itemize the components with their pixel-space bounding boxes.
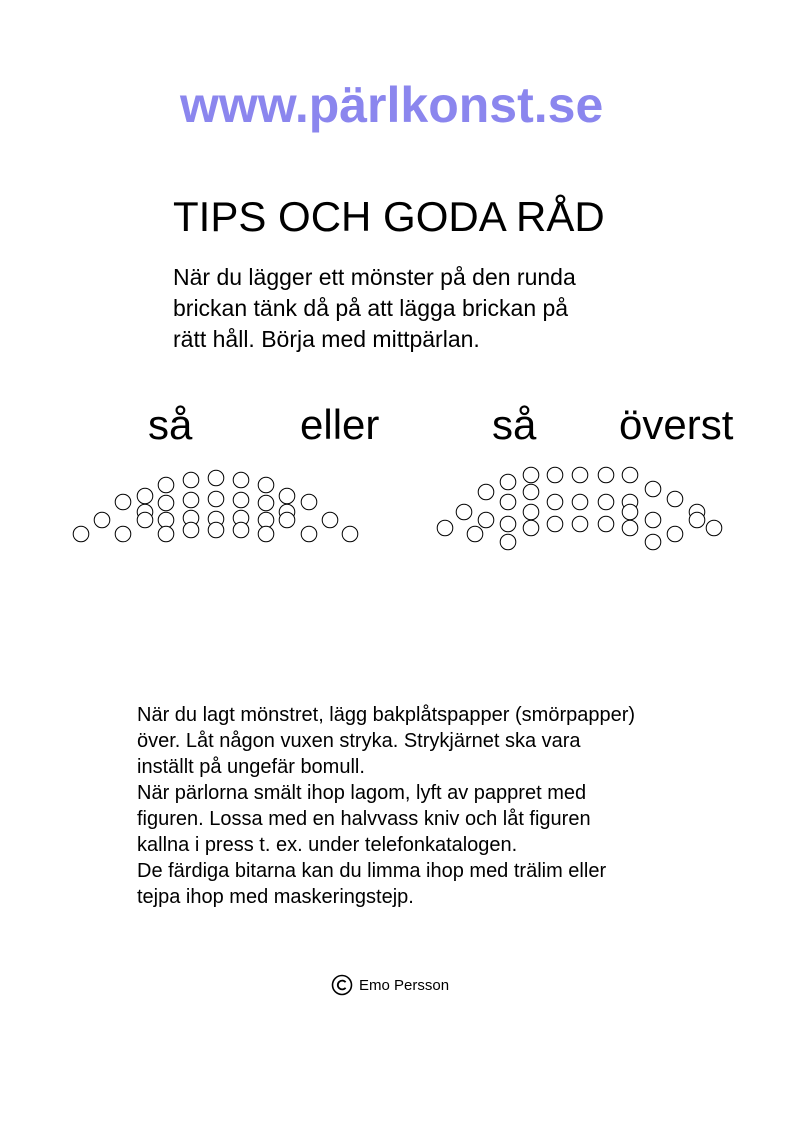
bead-circle-icon [322, 512, 338, 528]
bead-circle-icon [258, 526, 274, 542]
bead-circle-icon [622, 467, 638, 483]
bead-circle-icon [301, 494, 317, 510]
bead-circle-icon [456, 504, 472, 520]
bead-circle-icon [547, 516, 563, 532]
bead-circle-icon [500, 534, 516, 550]
copyright [331, 974, 449, 996]
copyright-icon [331, 974, 353, 996]
intro-line: rätt håll. Börja med mittpärlan. [173, 326, 480, 352]
bead-circle-icon [301, 526, 317, 542]
bead-circle-icon [572, 494, 588, 510]
instruction-line: kallna i press t. ex. under telefonkatalogen. [137, 834, 518, 856]
bead-circle-icon [706, 520, 722, 536]
bead-circle-icon [258, 477, 274, 493]
bead-circle-icon [183, 472, 199, 488]
bead-circle-icon [467, 526, 483, 542]
bead-circle-icon [279, 488, 295, 504]
label-sa-first: så [148, 401, 193, 448]
bead-circle-icon [158, 477, 174, 493]
instruction-line: När pärlorna smält ihop lagom, lyft av pappret med [137, 782, 587, 804]
bead-tray-flat-top [430, 462, 730, 552]
site-url: www.pärlkonst.se [180, 77, 604, 133]
instruction-line: figuren. Lossa med en halvvass kniv och låt figuren [137, 808, 591, 830]
bead-circle-icon [208, 491, 224, 507]
bead-circle-icon [158, 495, 174, 511]
bead-circle-icon [478, 484, 494, 500]
bead-circle-icon [523, 504, 539, 520]
bead-circle-icon [137, 512, 153, 528]
bead-circle-icon [73, 526, 89, 542]
instruction-line: tejpa ihop med maskeringstejp. [137, 886, 414, 908]
bead-circle-icon [158, 526, 174, 542]
bead-circle-icon [342, 526, 358, 542]
bead-circle-icon [137, 488, 153, 504]
instruction-line: inställt på ungefär bomull. [137, 756, 365, 778]
instructions-paragraph [137, 702, 757, 910]
bead-circle-icon [667, 526, 683, 542]
bead-circle-icon [598, 516, 614, 532]
bead-circle-icon [115, 526, 131, 542]
bead-circle-icon [523, 484, 539, 500]
bead-circle-icon [547, 467, 563, 483]
bead-circle-icon [547, 494, 563, 510]
bead-circle-icon [572, 467, 588, 483]
bead-circle-icon [115, 494, 131, 510]
label-sa-second: så [492, 401, 537, 448]
bead-circle-icon [598, 494, 614, 510]
bead-circle-icon [645, 512, 661, 528]
bead-circle-icon [622, 504, 638, 520]
bead-circle-icon [645, 481, 661, 497]
intro-line: brickan tänk då på att lägga brickan på [173, 295, 569, 321]
bead-circle-icon [233, 522, 249, 538]
label-overst: överst [619, 401, 734, 448]
bead-circle-icon [158, 512, 174, 528]
bead-circle-icon [233, 492, 249, 508]
bead-circle-icon [500, 474, 516, 490]
bead-circle-icon [572, 516, 588, 532]
bead-circle-icon [689, 512, 705, 528]
bead-circle-icon [500, 516, 516, 532]
bead-circle-icon [233, 472, 249, 488]
bead-circle-icon [208, 522, 224, 538]
instruction-line: När du lagt mönstret, lägg bakplåtspapper (smörpapper) [137, 704, 636, 726]
page-title: TIPS OCH GODA RÅD [173, 193, 605, 240]
bead-circle-icon [478, 512, 494, 528]
bead-circle-icon [258, 495, 274, 511]
bead-circle-icon [645, 534, 661, 550]
bead-circle-icon [183, 522, 199, 538]
bead-circle-icon [94, 512, 110, 528]
bead-circle-icon [183, 492, 199, 508]
bead-circle-icon [598, 467, 614, 483]
bead-circle-icon [258, 512, 274, 528]
bead-circle-icon [279, 512, 295, 528]
intro-line: När du lägger ett mönster på den runda [173, 264, 576, 290]
bead-circle-icon [667, 491, 683, 507]
author-name: Emo Persson [359, 976, 450, 994]
bead-circle-icon [437, 520, 453, 536]
bead-circle-icon [208, 470, 224, 486]
instruction-line: De färdiga bitarna kan du limma ihop med trälim eller [137, 860, 607, 882]
instruction-line: över. Låt någon vuxen stryka. Strykjärnet ska vara [137, 730, 581, 752]
bead-tray-pointy-top [66, 464, 366, 554]
bead-circle-icon [523, 467, 539, 483]
intro-paragraph [173, 262, 693, 355]
label-eller: eller [300, 401, 380, 448]
bead-circle-icon [500, 494, 516, 510]
bead-circle-icon [523, 520, 539, 536]
bead-circle-icon [622, 520, 638, 536]
